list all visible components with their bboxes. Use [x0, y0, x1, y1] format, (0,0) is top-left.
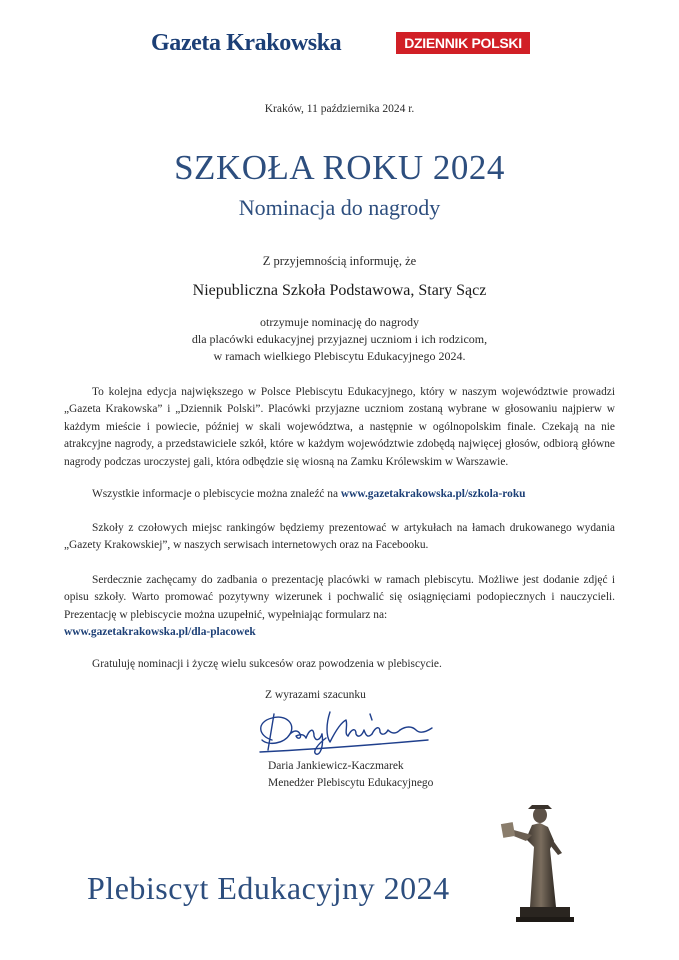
paragraph-info [64, 486, 615, 503]
signer-name: Daria Jankiewicz-Kaczmarek [268, 760, 404, 772]
paragraph-presentation-text: Serdecznie zachęcamy do zadbania o prezentację placówki w ramach plebiscytu. Możliwe jest dodanie zdjęć i opisu szkoły. Warto promować pozytywny wizerunek i pochwalić się osiągnięciami podopiecznych i nauczycieli. Prezentację w plebiscycie można uzupełnić, wypełniając formularz na: [64, 574, 615, 621]
nomination-line: otrzymuje nominację do nagrody [260, 315, 419, 329]
paragraph-presentation [64, 572, 615, 642]
page-subtitle: Nominacja do nagrody [238, 195, 441, 220]
dla-placowek-link[interactable]: www.gazetakrakowska.pl/dla-placowek [64, 626, 256, 639]
closing: Z wyrazami szacunku [265, 689, 366, 701]
statuette-image [496, 795, 586, 925]
school-name: Niepubliczna Szkoła Podstawowa, Stary Sącz [192, 282, 487, 299]
letter-date: Kraków, 11 października 2024 r. [264, 103, 415, 115]
paragraph-intro: To kolejna edycja największego w Polsce Plebiscytu Edukacyjnego, który w naszym województwie prowadzi „Gazeta Krakowska” i „Dziennik Polski”. Placówki przyjazne uczniom zostaną wybrane w głosowaniu najpierw w każdym mieście i powiecie, później w skali województwa, a następnie w ogólnopolskim finale. Czekają na nie atrakcyjne nagrody, a przedstawiciele szkół, które w każdym województwie zdobędą najwięcej głosów, odbiorą główne nagrody podczas uroczystej gali, która odbędzie się wiosną na Zamku Królewskim w Warszawie. [64, 386, 615, 468]
nomination-text [0, 314, 679, 365]
nomination-line: w ramach wielkiego Plebiscytu Edukacyjnego 2024. [213, 349, 466, 363]
nomination-line: dla placówki edukacyjnej przyjaznej uczniom i ich rodzicom, [191, 332, 488, 346]
header [0, 30, 679, 58]
paragraph-congratulations: Gratuluję nominacji i życzę wielu sukcesów oraz powodzenia w plebiscycie. [92, 658, 442, 670]
signer-block [268, 758, 433, 792]
paragraph-info-text: Wszystkie informacje o plebiscycie można znaleźć na [92, 488, 341, 500]
szkola-roku-link[interactable]: www.gazetakrakowska.pl/szkola-roku [340, 488, 526, 500]
greeting: Z przyjemnością informuję, że [262, 254, 417, 268]
footer-title: Plebiscyt Edukacyjny 2024 [87, 870, 450, 906]
page-title: SZKOŁA ROKU 2024 [174, 148, 505, 187]
paragraph-rankings: Szkoły z czołowych miejsc rankingów będziemy prezentować w artykułach na łamach drukowanego wydania „Gazety Krakowskiej”, w naszych serwisach internetowych oraz na Facebooku. [64, 522, 615, 552]
signature-image [250, 700, 440, 760]
dziennik-polski-logo: DZIENNIK POLSKI [396, 32, 530, 54]
gazeta-krakowska-logo: Gazeta Krakowska [151, 30, 342, 56]
signer-role: Menedżer Plebiscytu Edukacyjnego [268, 777, 434, 789]
